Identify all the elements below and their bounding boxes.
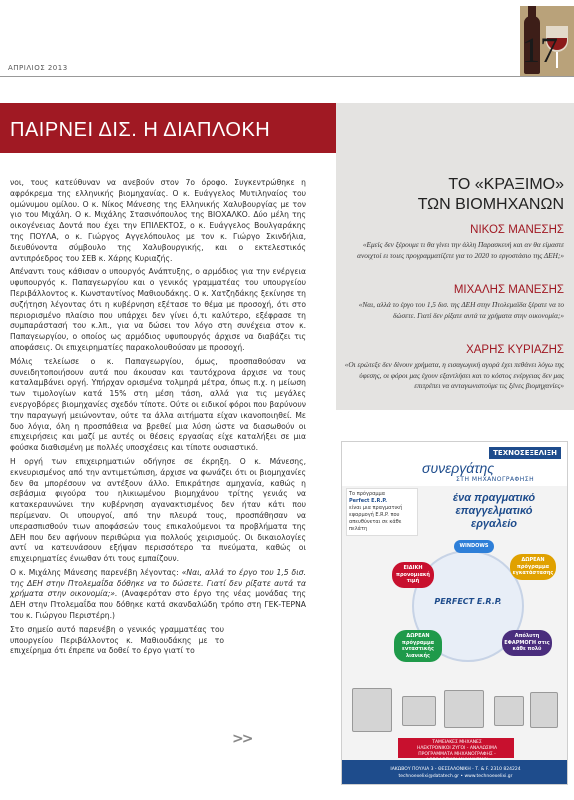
ad-headline: συνεργάτης bbox=[422, 460, 495, 476]
ad-tool-line: επαγγελματικό bbox=[455, 505, 533, 517]
ad-products-line: ΗΛΕΚΤΡΟΝΙΚΟΙ ΖΥΓΟΙ - ΑΝΑΛΩΣΙΜΑ bbox=[416, 746, 498, 751]
body-paragraph: νοι, τους κατεύθυναν να ανεβούν στον 7ο όροφο. Συγκεντρώθηκε η αφρόκρεμα της ελληνικής βιομηχανίας. Ο κ. Ευάγγελος Μυτιληναίος του ομώνυμου ομίλου. Ο κ. Νίκος Μάνεσης της Ελληνικής Χαλυβουργίας με τον γιο του Μιχάλη. Ο κ. Μιχάλης Στασινόπουλος της ΒΙΟΧΑΛΚΟ. Δύο μέλη της οικογένειας Δοντά που έχει την ΕΠΙΛΕΚΤΟΣ, ο κ. Ευάγγελος Βουλγαράκης της ΠΟΥΛΑ, ο κ. Γιώργος Αγγελόπουλος με τον κ. Γιώργο Σκινδήλια, διευθύνοντα σύμβουλο της Χαλυβουργικής, και ο εκτελεστικός αντιπρόεδρος του ΣΕΒ κ. Χάρης Κυριαζής. bbox=[10, 178, 306, 263]
sidebar-title-line1: ΤΟ «ΚΡΑΞΙΜΟ» bbox=[448, 176, 564, 193]
page-number: 17 bbox=[522, 30, 558, 70]
body-paragraph: Μόλις τελείωσε ο κ. Παπαγεωργίου, όμως, προσπαθούσαν να συνειδητοποιήσουν αυτά που άκουσαν και ταυτόχρονα άρχισε να τους καταλαμβάνει οργή. Υπήρχαν ορισμένα τολμηρά μέτρα, όπως π.χ. η μείωση των τιμολογίων κατά 15% στη μέση τάση, αλλά για τις μεγάλες ενεργοβόρες βιομηχανίες σχεδόν τίποτε. Ούτε οι ειδικοί φόροι που βαρύνουν την παραγωγή μειώνονταν, ούτε τα άλλα αιτήματα είχαν ικανοποιηθεί. Με δυο λόγια, όλη η προσπάθεια να βρεθεί μια λύση ώστε να διασωθούν οι επιχειρήσεις και μαζί με αυτές οι θέσεις εργασίας είχε καταλήξει σε μια φούσκα διαθισμένη με πολλές υποσχέσεις και τίποτε ουσιαστικό. bbox=[10, 356, 306, 453]
quote-sidebar bbox=[336, 103, 574, 410]
quote-text-2: «Ναι, αλλά το έργο του 1,5 δισ. της ΔΕΗ στην Πτολεμαΐδα ξέρατε να το δώσετε. Γιατί δεν ρίξατε αυτά τα χρήματα στην οικονομία;» bbox=[358, 300, 564, 320]
body-paragraph: Η οργή των επιχειρηματιών οδήγησε σε έκρηξη. Ο κ. Μάνεσης, εκνευρισμένος από την αντιμετώπιση, άρχισε να φωνάζει ότι οι βιομηχανίες δεν θα μπορέσουν να αντέξουν άλλο. Επικράτησε αμηχανία, καθώς η σεβάσμια φιγούρα του ηλικιωμένου βιομηχάνου τρίτης γενιάς να κατακεραυνώνει την κυβέρνηση αγανακτισμένος δεν ήταν κάτι που περίμεναν. Οι υπουργοί, από την πλευρά τους, προσπάθησαν να υπερασπισθούν τιων αποφάσεών τους επικαλούμενοι τα προβλήματα της ΔΕΗ που δεν αφήνουν περιθώρια για πολλούς χειρισμούς. Οι δικαιολογίες αντί να κατευνάσουν εξήψαν περισσότερο τα πνεύματα, καθώς οι επιχειρηματίες ένιωθαν ότι τους εμπαίζουν. bbox=[10, 456, 306, 564]
ad-program-line: είναι μια πραγματική εφαρμογή E.R.P. που απευθύνεται σε κάθε πελάτη bbox=[349, 505, 403, 532]
ad-contact[interactable] bbox=[346, 766, 565, 780]
ad-feature-special-price: ΕΙΔΙΚΗ προνομιακή τιμή bbox=[392, 562, 434, 588]
body-paragraph-final: Στο σημείο αυτό παρενέβη ο γενικός γραμματέας του υπουργείου Περιβάλλοντος κ. Μαθιουδάκης με το επιχείρημα ότι έπρεπε να δοθεί το έργο γιατί το bbox=[10, 624, 224, 656]
body-paragraph bbox=[10, 568, 306, 622]
article-title: ΠΑΙΡΝΕΙ ΔΙΣ. Η ΔΙΑΠΛΟΚΗ bbox=[10, 119, 271, 141]
body-paragraph: Απέναντι τους κάθισαν ο υπουργός Ανάπτυξης, ο αρμόδιος για την ενέργεια υφυπουργός κ. Παπαγεωργίου και ο γενικός γραμματέας του υπουργείου Περιβάλλοντος κ. Κωνσταντίνος Μαθιουδάκης. Ο κ. Χατζηδάκης ξεκίνησε τη συζήτηση λέγοντας ότι η κυβέρνηση εξέτασε το θέμα με προσοχή, ότι στο περιορισμένο πλαίσιο που υπάρχει δεν γίνει ό,τι καλύτερο, εξέφρασε τη συμπαράστασή του κ.λπ., για να δώσει τον λόγο στη συνέχεια στον κ. Παπαγεωργίου, ο οποίος ως αρμόδιος υφυπουργός άρχισε να διαβάζει τις αποφάσεις. Οι επιχειρηματίες παρακολουθούσαν με προσοχή. bbox=[10, 267, 306, 352]
ad-program-line: Το πρόγραμμα bbox=[349, 491, 386, 497]
sidebar-title-line2: ΤΩΝ ΒΙΟΜΗΧΑΝΩΝ bbox=[417, 196, 564, 213]
ad-address: ΙΑΚΩΒΟΥ ΠΟΥΛΙΑ 3 - ΘΕΣΣΑΛΟΝΙΚΗ - Τ. & F. 2310 824224 bbox=[390, 767, 521, 772]
ad-program-name: Perfect E.R.P. bbox=[349, 498, 387, 504]
ad-products-line: ΠΡΟΓΡΑΜΜΑΤΑ ΜΗΧΑΝΟΓΡΑΦΗΣ - bbox=[418, 752, 496, 757]
ad-program-box bbox=[346, 488, 418, 536]
ad-feature-windows: WINDOWS bbox=[454, 540, 494, 553]
article-body bbox=[10, 178, 306, 660]
ad-feature-free-retail: ΔΩΡΕΑΝ πρόγραμμα ενταστικής λιανικής bbox=[394, 630, 442, 662]
article-title-band bbox=[0, 103, 336, 153]
ad-tool-slogan bbox=[424, 492, 564, 531]
quote-author-1: ΝΙΚΟΣ ΜΑΝΕΣΗΣ bbox=[470, 224, 564, 236]
cash-register-image bbox=[402, 696, 436, 726]
quote-text-1: «Εμείς δεν ξέρουμε τι θα γίνει την άλλη Παρασκευή και αν θα είμαστε ανοιχτοί ει τοιες προγραμματίζετε για το 2020 το εργοστάσιο της ΔΕΗ;» bbox=[357, 240, 564, 260]
ad-subhead: ΣΤΗ ΜΗΧΑΝΟΓΡΑΦΗΣΗ bbox=[456, 476, 535, 483]
ad-tool-line: ένα πραγματικό bbox=[452, 492, 536, 504]
cash-register-image bbox=[444, 690, 484, 728]
quote-author-2: ΜΙΧΑΛΗΣ ΜΑΝΕΣΗΣ bbox=[453, 284, 564, 296]
cash-register-image bbox=[530, 692, 558, 728]
quote-lead: Ο κ. Μιχάλης Μάνεσης παρενέβη λέγοντας: bbox=[10, 567, 182, 577]
ad-feature-free-install: ΔΩΡΕΑΝ πρόγραμμα εγκατάστασης bbox=[510, 554, 556, 580]
quote-author-3: ΧΑΡΗΣ ΚΥΡΙΑΖΗΣ bbox=[466, 344, 564, 356]
cash-register-image bbox=[494, 696, 524, 726]
ad-product-images bbox=[348, 682, 562, 734]
quote-tail: (Αναφερόταν στο έργο της νέας μονάδας της ΔΕΗ στην Πτολεμαΐδα που δόθηκε κατά σκανδαλώδη τρόπο στη ΓΕΚ-ΤΕΡΝΑ του κ. Γιώργου Περιστέρη.) bbox=[10, 589, 306, 621]
ad-product-name: PERFECT E.R.P. bbox=[434, 597, 502, 606]
scale-image bbox=[352, 688, 392, 732]
ad-products-line: ΤΑΜΕΙΑΚΕΣ ΜΗΧΑΝΕΣ bbox=[432, 740, 482, 745]
sidebar-title bbox=[336, 175, 564, 215]
ad-feature-application: Απόλυτη ΕΦΑΡΜΟΓΗ στις κάθε πολύ bbox=[502, 630, 552, 656]
advertisement[interactable] bbox=[341, 441, 568, 785]
ad-logo: ΤΕΧΝΟΣΕΞΕΛΙΞΗ bbox=[489, 447, 561, 459]
issue-date: ΑΠΡΙΛΙΟΣ 2013 bbox=[8, 64, 68, 72]
ad-tool-line: εργαλείο bbox=[470, 518, 518, 530]
header-rule bbox=[0, 76, 574, 77]
quote-text-3: «Οι ερώτεξε δεν δίνουν χρήματα, η εισαγωγική αγορά έχει πεθάνει λόγω της ύφεσης, οι φόροι μας έχουν εξαντλήσει και το κόστος ενέργειας δεν μας επιτρέπει να ανταγωνιστούμε τις ξένες βιομηχανίες» bbox=[344, 360, 564, 390]
continue-arrows: >> bbox=[232, 731, 252, 747]
ad-web-email[interactable]: technoexelixi@datatech.gr • www.technoexelixi.gr bbox=[398, 774, 513, 779]
inline-quote: «Ναι, αλλά το έργο του 1,5 δισ. της ΔΕΗ στην Πτολεμαΐδα δόθηκε να το δώσετε. Γιατί δεν ρίξατε αυτά τα χρήματα στην οικονομία;». bbox=[10, 567, 306, 599]
